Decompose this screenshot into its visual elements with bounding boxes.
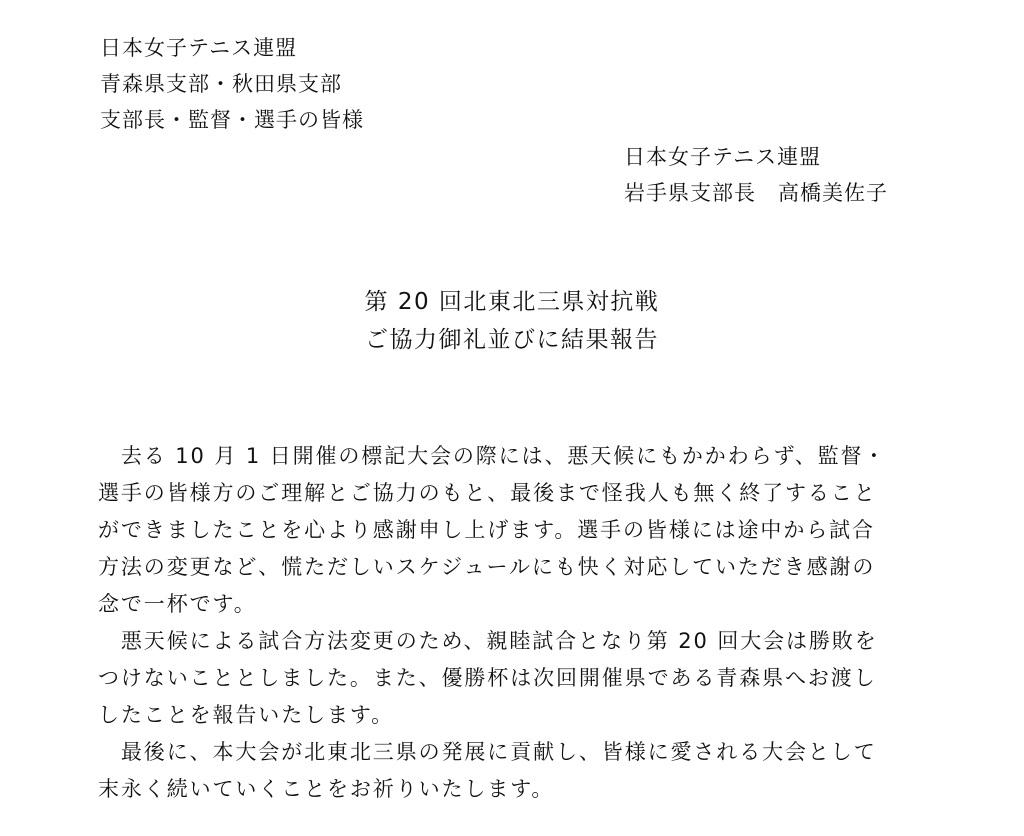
body-line: 念で一杯です。 <box>98 592 257 616</box>
sender-signatory: 岩手県支部長 高橋美佐子 <box>624 181 888 205</box>
recipient-line: 支部長・監督・選手の皆様 <box>100 108 364 132</box>
body-line: 悪天候による試合方法変更のため、親睦試合となり第 20 回大会は勝敗を <box>98 629 878 653</box>
body-text <box>98 438 930 808</box>
body-line: したことを報告いたします。 <box>98 703 395 727</box>
recipient-line: 青森県支部・秋田県支部 <box>100 72 342 96</box>
sender-block <box>624 139 888 211</box>
sender-organization: 日本女子テニス連盟 <box>624 145 822 169</box>
body-line: 末永く続いていくことをお祈りいたします。 <box>98 777 555 801</box>
recipients-block <box>100 30 364 138</box>
body-line: 去る 10 月 1 日開催の標記大会の際には、悪天候にもかかわらず、監督・ <box>98 444 887 468</box>
body-line: つけないこととしました。また、優勝杯は次回開催県である青森県へお渡し <box>98 666 877 690</box>
recipient-line: 日本女子テニス連盟 <box>100 36 298 60</box>
body-line: 最後に、本大会が北東北三県の発展に貢献し、皆様に愛される大会として <box>98 740 877 764</box>
title-line: ご協力御礼並びに結果報告 <box>365 327 659 353</box>
body-line: ができましたことを心より感謝申し上げます。選手の皆様には途中から試合 <box>98 518 875 542</box>
title-line: 第 20 回北東北三県対抗戦 <box>364 289 660 315</box>
body-line: 選手の皆様方のご理解とご協力のもと、最後まで怪我人も無く終了すること <box>98 481 877 505</box>
document-title <box>0 283 1024 359</box>
body-line: 方法の変更など、慌ただしいスケジュールにも快く対応していただき感謝の <box>98 555 876 579</box>
